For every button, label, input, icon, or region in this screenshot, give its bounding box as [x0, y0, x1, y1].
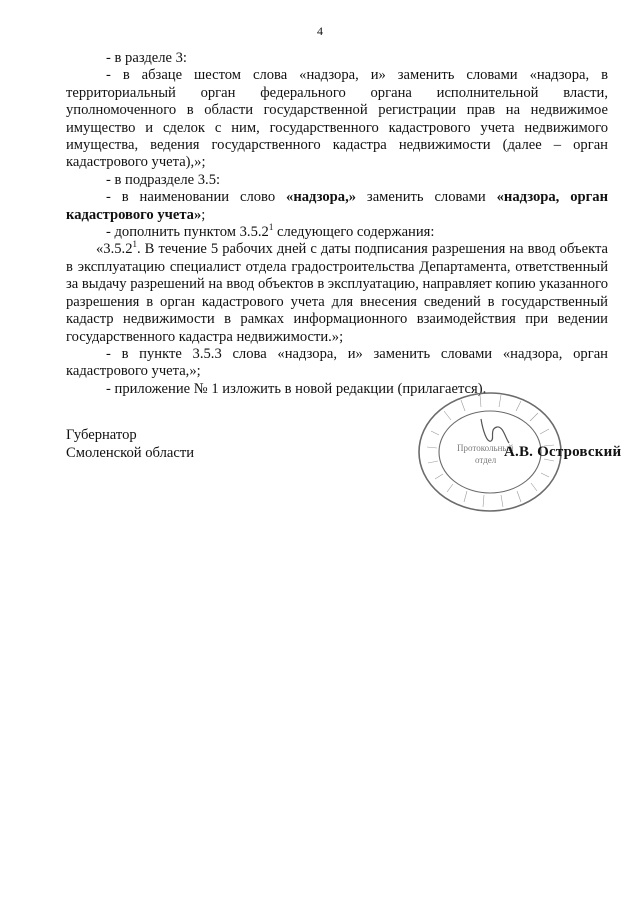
text-run: следующего содержания: [273, 224, 435, 241]
signatory-title [66, 426, 194, 462]
paragraph-section-3: - в разделе 3: [106, 50, 187, 66]
paragraph-new-clause [66, 241, 608, 345]
text-run: «3.5.2 [96, 241, 133, 258]
signatory-position: Губернатор [66, 427, 137, 443]
text-run: - дополнить пунктом 3.5.2 [106, 224, 269, 241]
paragraph-amendment-5: - приложение № 1 изложить в новой редакции (прилагается). [106, 380, 487, 397]
text-run: ; [201, 206, 206, 223]
signatory-name: А.В. Островский [504, 444, 622, 460]
paragraph-amendment-3 [66, 224, 608, 241]
document-body [66, 50, 608, 398]
text-run: - в наименовании слово [106, 189, 287, 206]
bold-text-run: «надзора, орган кадастрового учета» [66, 189, 608, 223]
superscript: 1 [268, 222, 274, 233]
bold-text-run: «надзора,» [286, 189, 357, 206]
text-run: заменить словами [356, 189, 497, 206]
stamp-text: отдел [475, 455, 497, 465]
paragraph-amendment-4: - в пункте 3.5.3 слова «надзора, и» заменить словами «надзора, орган кадастрового учета,»; [66, 345, 608, 380]
superscript: 1 [132, 239, 137, 250]
paragraph-subsection-3-5: - в подразделе 3.5: [106, 171, 221, 188]
text-run: . В течение 5 рабочих дней с даты подписания разрешения на ввод объекта в эксплуатацию специалист отдела градостроительства Департамента, ответственный за выдачу разрешений на ввод объектов в эксплуатацию, направляет копию указанного разрешения в орган кадастрового учета для внесения сведений в государственный кадастр недвижимости в рамках информационного взаимодействия при ведении государственного кадастра недвижимости.»; [66, 241, 608, 345]
signatory-region: Смоленской области [66, 445, 195, 461]
paragraph-amendment-2 [66, 189, 608, 224]
stamp-text: Протокольный [457, 443, 514, 453]
page-number: 4 [317, 24, 323, 38]
paragraph-amendment-1: - в абзаце шестом слова «надзора, и» заменить словами «надзора, в территориальный орган федерального органа исполнительной власти, уполномоченного в области государственной регистрации прав на недвижимое имущество и сделок с ним, государственного кадастрового учета недвижимого имущества, ведения государственного кадастра недвижимости (далее – орган кадастрового учета),»; [66, 67, 608, 171]
